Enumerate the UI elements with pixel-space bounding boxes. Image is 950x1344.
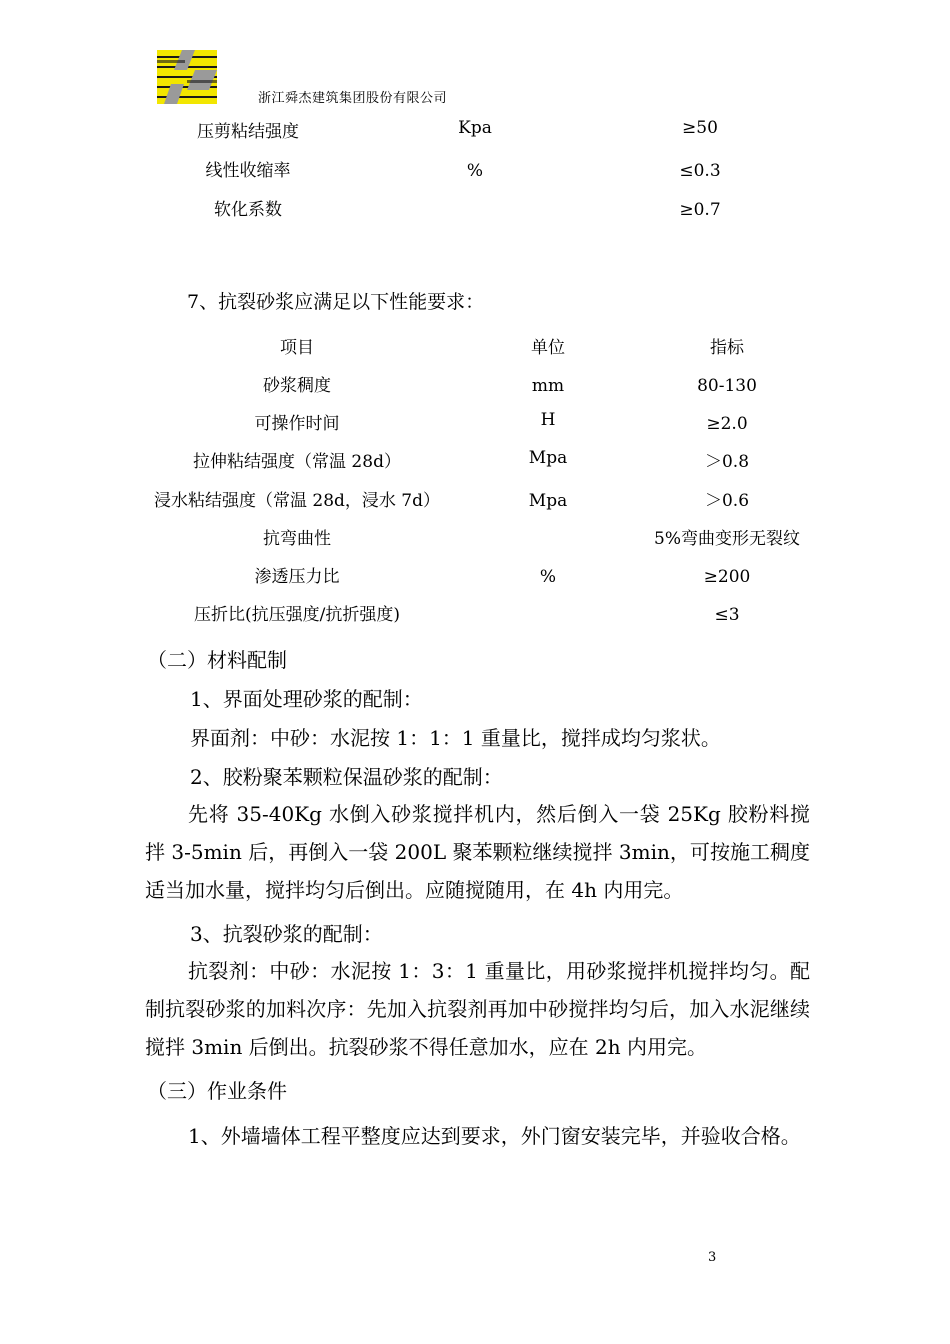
table-cell-value: ≥0.7 xyxy=(679,200,721,220)
table-cell-unit: % xyxy=(466,161,484,181)
table-cell-value: ≥50 xyxy=(682,118,718,138)
section-heading: （三）作业条件 xyxy=(147,1079,287,1103)
table-cell-value: ≥2.0 xyxy=(706,414,748,434)
company-name: 浙江舜杰建筑集团股份有限公司 xyxy=(258,91,448,106)
section-heading: （二）材料配制 xyxy=(147,648,287,672)
paragraph-text: 抗裂剂：中砂：水泥按 1：3：1 重量比，用砂浆搅拌机搅拌均匀。配制抗裂砂浆的加料次序：先加入抗裂剂再加中砂搅拌均匀后，加入水泥继续搅拌 3min 后倒出。抗裂砂浆不得任意加水，应在 2h 内用完。 xyxy=(145,959,810,1059)
section-heading: 7、抗裂砂浆应满足以下性能要求： xyxy=(187,291,485,313)
table-cell-item: 抗弯曲性 xyxy=(263,529,331,549)
table-cell-item: 压折比(抗压强度/抗折强度) xyxy=(194,605,400,625)
page-number: 3 xyxy=(708,1250,717,1265)
table-cell-item: 可操作时间 xyxy=(254,414,340,434)
table-cell-unit: mm xyxy=(531,376,565,396)
table-cell-item: 渗透压力比 xyxy=(254,567,340,587)
paragraph-text: 1、外墙墙体工程平整度应达到要求，外门窗安装完毕，并验收合格。 xyxy=(188,1124,801,1148)
table-header-value: 指标 xyxy=(710,338,744,358)
table-cell-unit: Mpa xyxy=(528,448,568,468)
table-cell-item: 压剪粘结强度 xyxy=(197,122,299,142)
table-cell-unit: H xyxy=(540,410,556,430)
table-cell-item: 线性收缩率 xyxy=(205,161,291,181)
table-header-item: 项目 xyxy=(280,338,314,358)
paragraph-text: 界面剂：中砂：水泥按 1：1：1 重量比，搅拌成均匀浆状。 xyxy=(190,726,721,750)
table-cell-value: ≤3 xyxy=(714,605,740,625)
paragraph-title: 1、界面处理砂浆的配制： xyxy=(190,687,423,711)
table-cell-item: 拉伸粘结强度（常温 28d） xyxy=(193,452,401,472)
paragraph-title: 2、胶粉聚苯颗粒保温砂浆的配制： xyxy=(190,765,503,789)
table-cell-value: 80-130 xyxy=(697,376,757,396)
table-cell-value: 5%弯曲变形无裂纹 xyxy=(654,529,800,549)
paragraph-text: 先将 35-40Kg 水倒入砂浆搅拌机内，然后倒入一袋 25Kg 胶粉料搅拌 3-5min 后，再倒入一袋 200L 聚苯颗粒继续搅拌 3min，可按施工稠度适当加水量，搅拌均匀后倒出。应随搅随用，在 4h 内用完。 xyxy=(145,802,810,902)
table-cell-item: 砂浆稠度 xyxy=(263,376,331,396)
paragraph-title: 3、抗裂砂浆的配制： xyxy=(190,922,383,946)
table-cell-value: ＞0.6 xyxy=(704,491,750,511)
table-cell-value: ＞0.8 xyxy=(704,452,750,472)
table-cell-unit: % xyxy=(539,567,557,587)
table-cell-unit: Kpa xyxy=(458,118,492,138)
company-logo xyxy=(157,50,217,104)
table-cell-value: ≥200 xyxy=(703,567,751,587)
table-cell-item: 软化系数 xyxy=(214,200,282,220)
table-header-unit: 单位 xyxy=(531,338,565,358)
table-cell-value: ≤0.3 xyxy=(679,161,721,181)
table-cell-item: 浸水粘结强度（常温 28d，浸水 7d） xyxy=(153,491,441,511)
table-cell-unit: Mpa xyxy=(528,491,568,511)
